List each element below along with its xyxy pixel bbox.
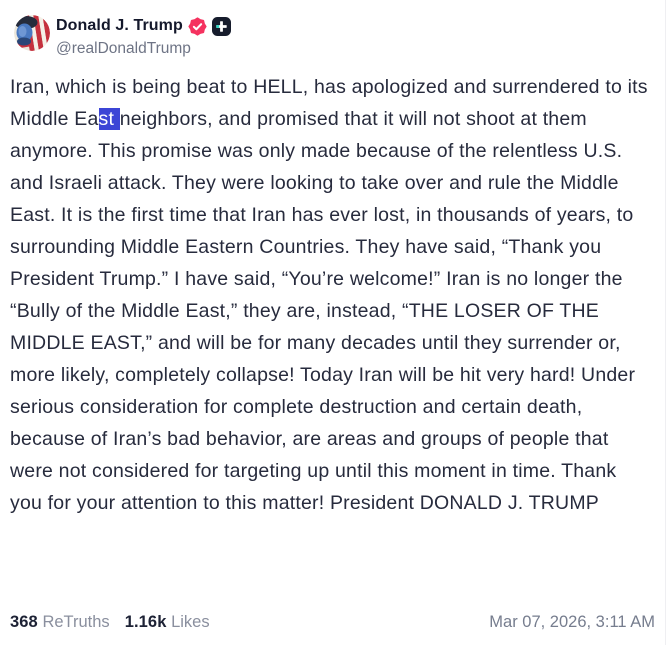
stats-left xyxy=(10,613,210,632)
post-footer xyxy=(0,613,665,632)
timestamp: Mar 07, 2026, 3:11 AM xyxy=(489,613,655,631)
verified-badge-icon xyxy=(188,17,207,36)
post-text-after: neighbors, and promised that it will not shoot at them anymore. This promise was only made because of the relentless U.S. and Israeli attack. They were looking to take over and rule the Middle East. It is the first time that Iran has ever lost, in thousands of years, to surrounding Middle Eastern Countries. They have said, “Thank you President Trump.” I have said, “You’re welcome!” Iran is no longer the “Bully of the Middle East,” they are, instead, “THE LOSER OF THE MIDDLE EAST,” and will be for many decades until they surrender or, more likely, completely collapse! Today Iran will be hit very hard! Under serious consideration for complete destruction and certain death, because of Iran’s bad behavior, are areas and groups of people that were not considered for targeting up until this moment in time. Thank you for your attention to this matter! President DONALD J. TRUMP xyxy=(10,108,636,514)
display-name[interactable]: Donald J. Trump xyxy=(56,17,183,34)
truth-plus-badge-icon xyxy=(212,17,231,36)
likes-label: Likes xyxy=(171,613,210,631)
name-row xyxy=(56,15,231,37)
user-identity xyxy=(56,15,231,58)
user-handle[interactable]: @realDonaldTrump xyxy=(56,40,191,57)
likes-stat[interactable] xyxy=(125,613,210,632)
likes-count: 1.16k xyxy=(124,613,167,631)
post-text-selection: st xyxy=(98,108,120,130)
post-text xyxy=(0,71,665,519)
retruths-label: ReTruths xyxy=(42,613,110,631)
retruths-count: 368 xyxy=(10,613,38,631)
avatar-flag-image xyxy=(14,15,50,51)
retruths-stat[interactable] xyxy=(10,613,110,632)
post-text-before: Iran, which is being beat to HELL, has apologized and surrendered to its Middle Ea xyxy=(10,76,648,130)
avatar[interactable] xyxy=(14,15,50,51)
post-header xyxy=(0,0,665,58)
